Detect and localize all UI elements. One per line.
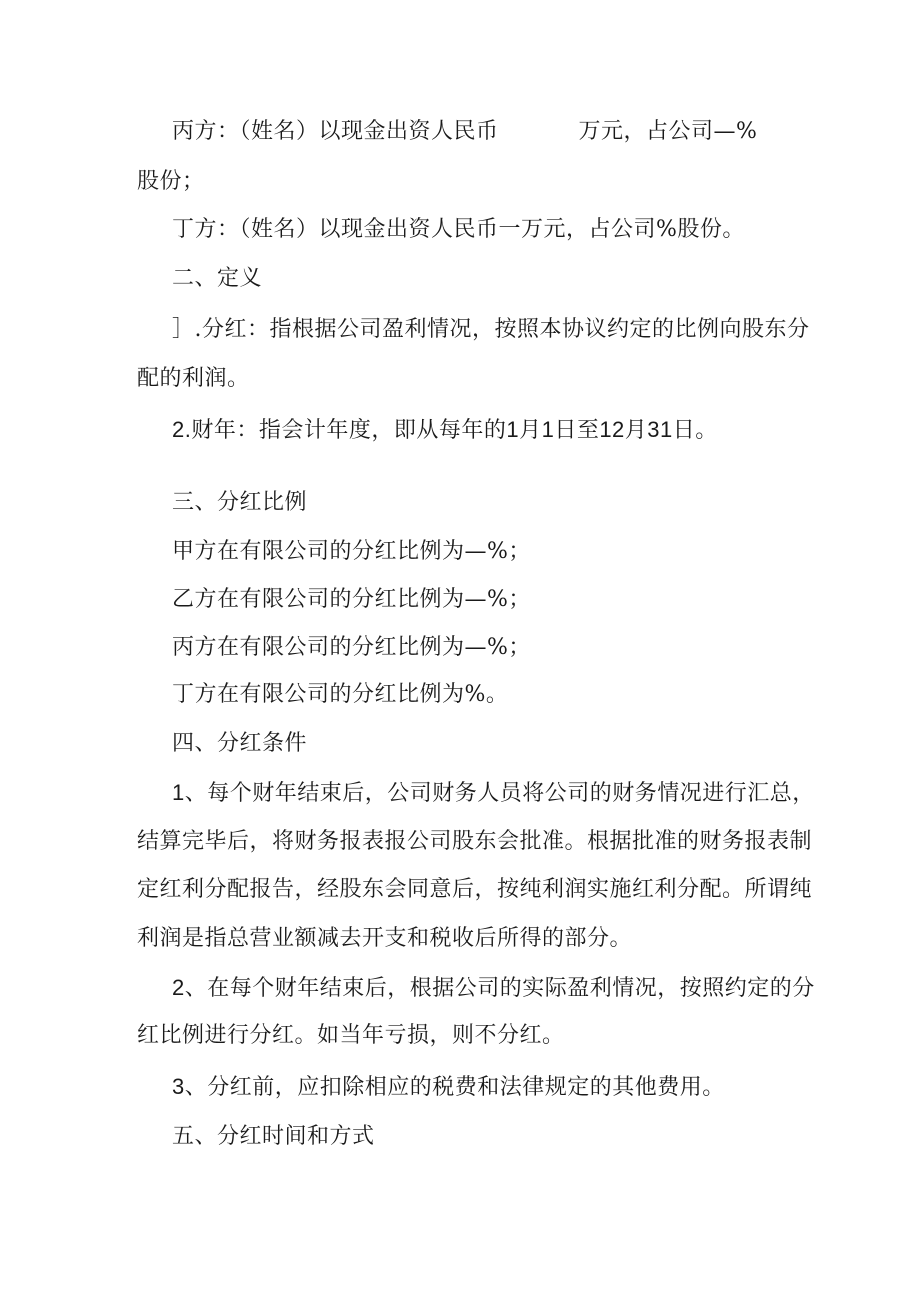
section-heading-dividend-conditions: 四、分红条件 <box>172 731 308 756</box>
section-heading-dividend-time-method: 五、分红时间和方式 <box>172 1124 375 1149</box>
definition-dividend-line2: 配的利润。 <box>137 366 250 391</box>
condition-1-line3: 定红利分配报告，经股东会同意后，按纯利润实施红利分配。所谓纯 <box>137 877 813 902</box>
condition-2-line2: 红比例进行分红。如当年亏损，则不分红。 <box>137 1023 565 1048</box>
ratio-party-a: 甲方在有限公司的分红比例为—%； <box>172 539 531 564</box>
condition-3: 3、分红前，应扣除相应的税费和法律规定的其他费用。 <box>172 1074 725 1099</box>
ratio-party-c: 丙方在有限公司的分红比例为—%； <box>172 635 531 660</box>
condition-1-line2: 结算完毕后，将财务报表报公司股东会批准。根据批准的财务报表制 <box>137 829 813 854</box>
paragraph-party-c-contribution <box>172 118 757 146</box>
condition-1-line4: 利润是指总营业额减去开支和税收后所得的部分。 <box>137 926 633 951</box>
ratio-party-b: 乙方在有限公司的分红比例为—%； <box>172 587 531 612</box>
party-c-text-part1: 丙方：（姓名）以现金出资人民币 <box>172 119 499 144</box>
section-heading-dividend-ratio: 三、分红比例 <box>172 490 308 515</box>
paragraph-party-c-shares: 股份； <box>137 169 205 194</box>
ratio-party-d: 丁方在有限公司的分红比例为%。 <box>172 682 509 707</box>
paragraph-party-d-contribution: 丁方：（姓名）以现金出资人民币一万元，占公司%股份。 <box>172 217 745 242</box>
party-c-text-part2: 万元，占公司—% <box>578 119 758 144</box>
section-heading-definitions: 二、定义 <box>172 266 263 291</box>
definition-dividend-line1: ］.分红：指根据公司盈利情况，按照本协议约定的比例向股东分 <box>172 317 810 342</box>
condition-2-line1: 2、在每个财年结束后，根据公司的实际盈利情况，按照约定的分 <box>172 975 815 1000</box>
definition-fiscal-year: 2.财年：指会计年度，即从每年的1月1日至12月31日。 <box>172 417 718 442</box>
condition-1-line1: 1、每个财年结束后，公司财务人员将公司的财务情况进行汇总， <box>172 780 815 805</box>
